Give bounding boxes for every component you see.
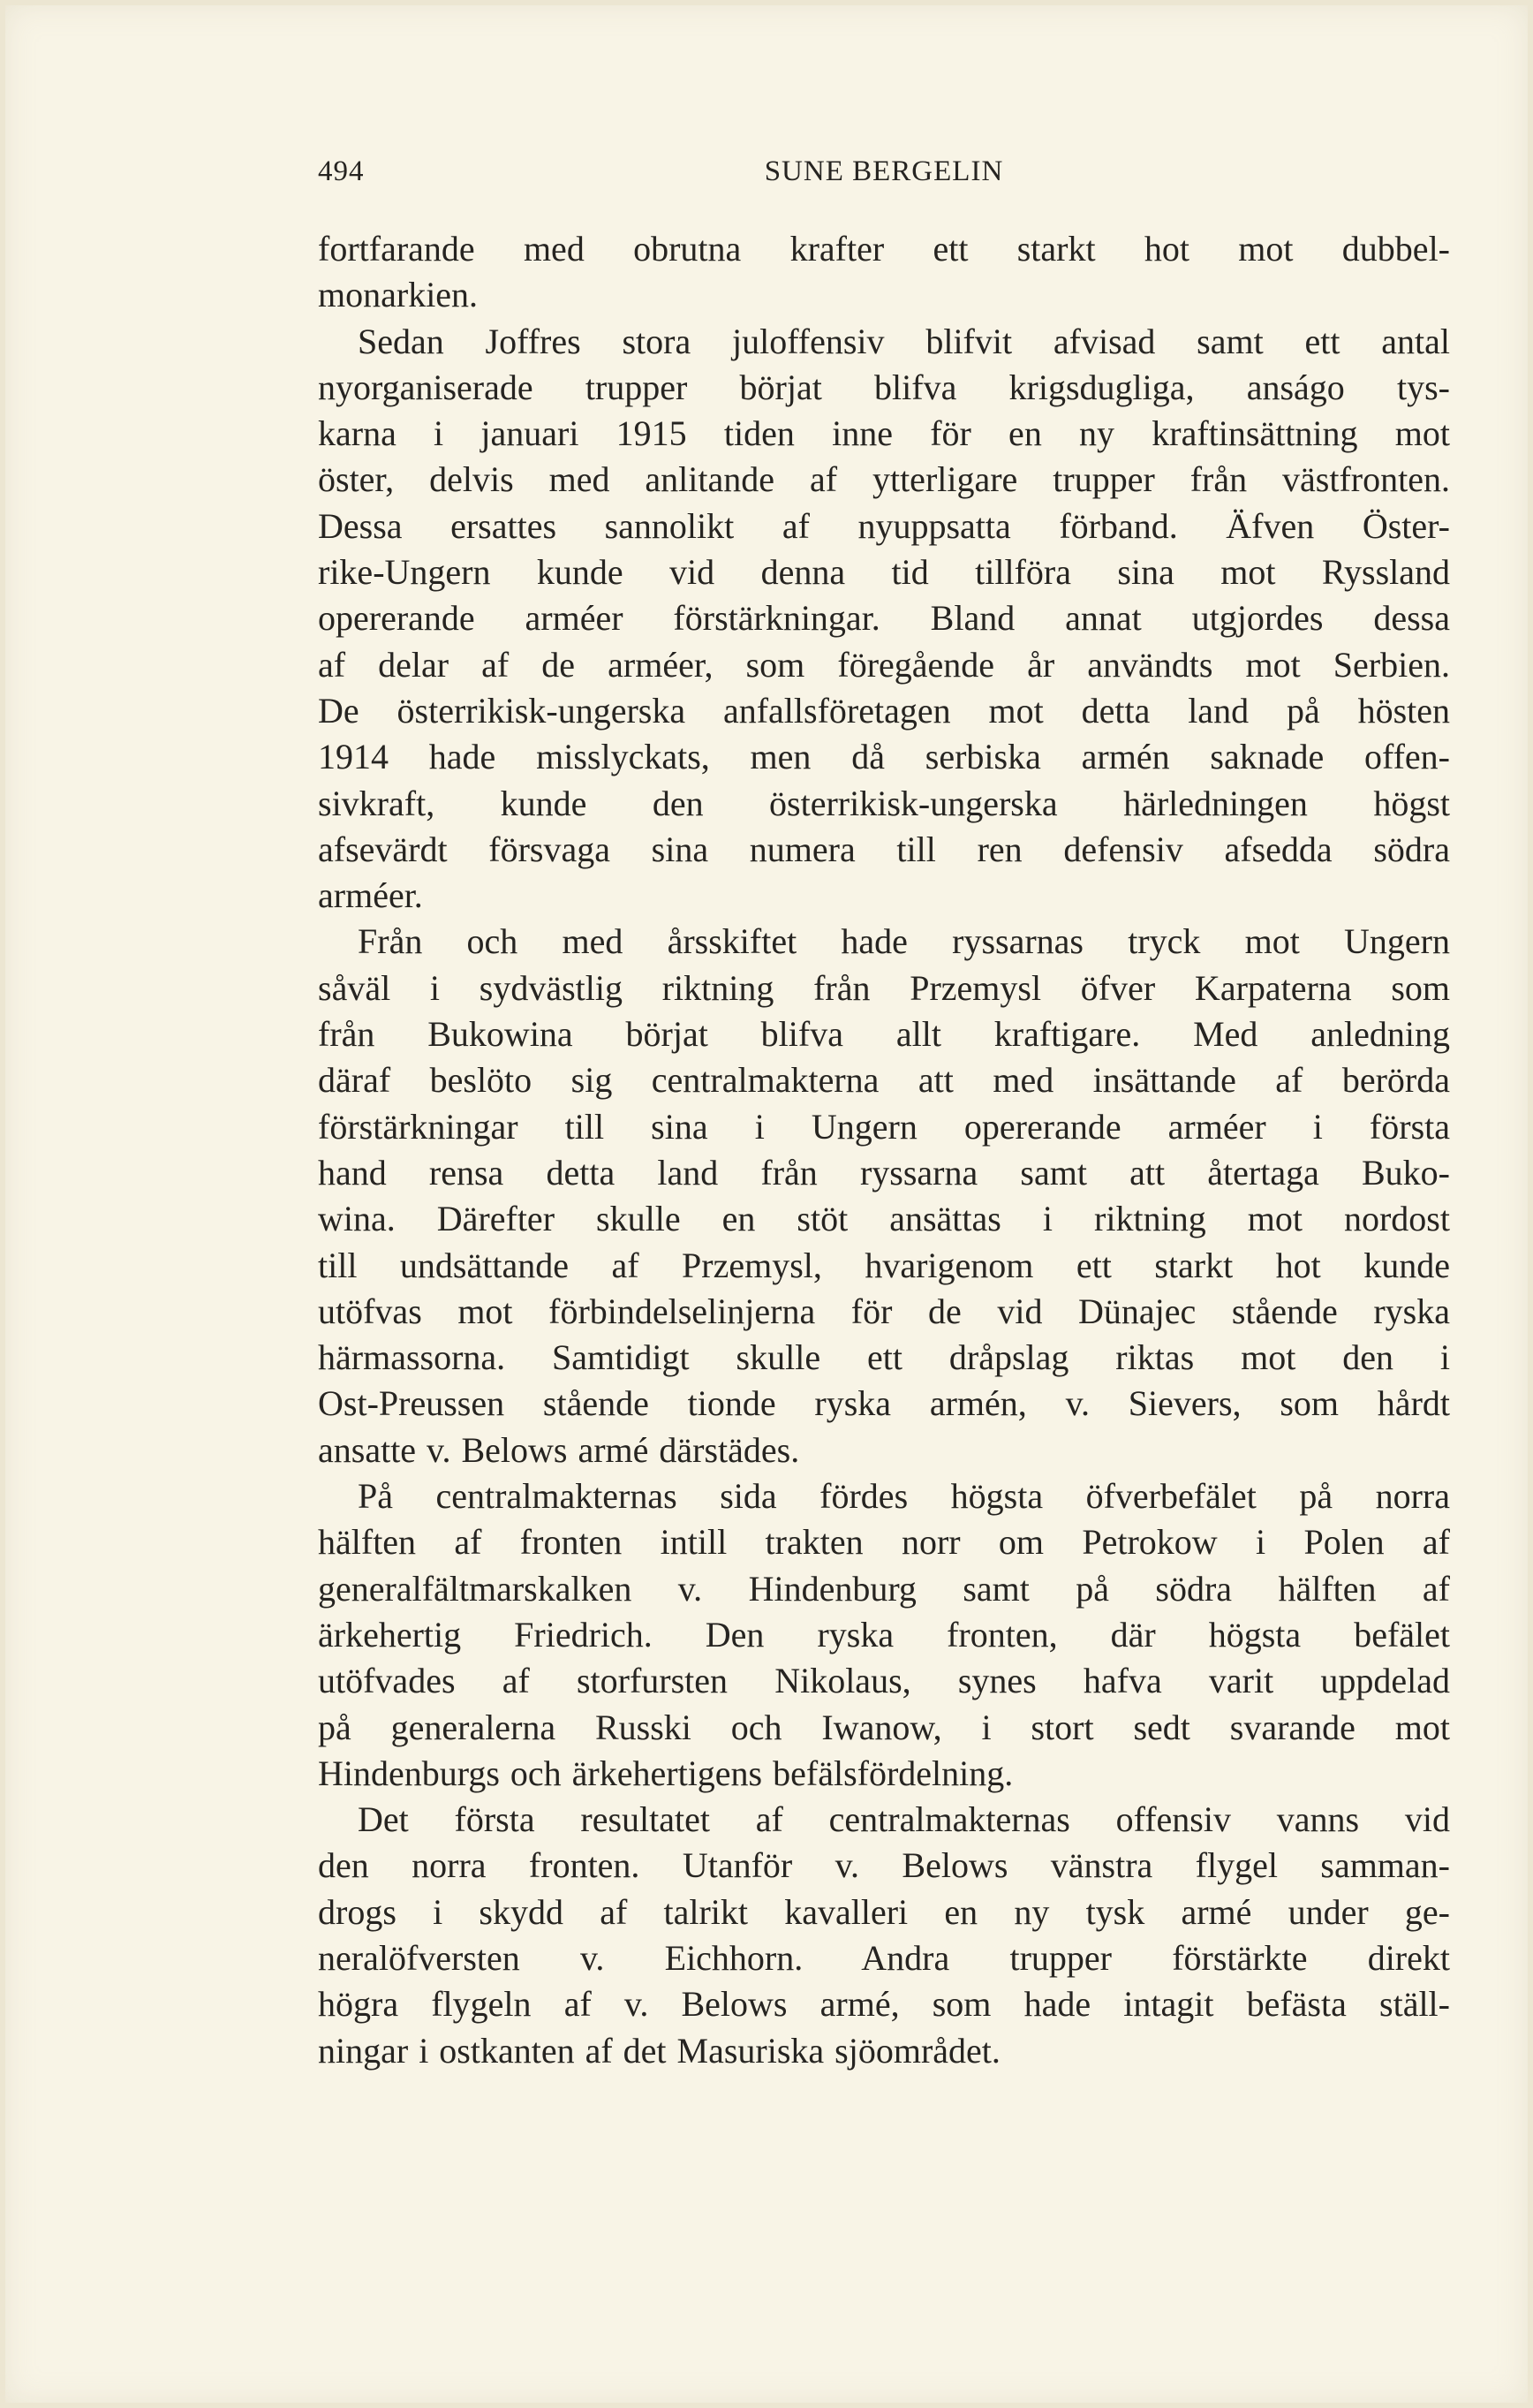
text-line: den norra fronten. Utanför v. Belows vänstra flygel samman- [318, 1845, 1450, 1886]
text-line: ärkehertig Friedrich. Den ryska fronten, där högsta befälet [318, 1614, 1450, 1655]
text-line: Ost-Preussen stående tionde ryska armén, v. Sievers, som hårdt [318, 1383, 1450, 1424]
text-line: karna i januari 1915 tiden inne för en ny kraftinsättning mot [318, 413, 1450, 454]
text-line: Från och med årsskiftet hade ryssarnas tryck mot Ungern [358, 921, 1450, 962]
text-line: från Bukowina börjat blifva allt kraftigare. Med anledning [318, 1014, 1450, 1055]
text-line: Det första resultatet af centralmakternas offensiv vanns vid [358, 1799, 1450, 1840]
paragraph [318, 1473, 1450, 1797]
text-line: däraf beslöto sig centralmakterna att med insättande af berörda [318, 1060, 1450, 1101]
running-head [318, 155, 1450, 194]
text-line: wina. Därefter skulle en stöt ansättas i riktning mot nordost [318, 1199, 1450, 1239]
body-text [318, 226, 1450, 2074]
running-title: SUNE BERGELIN [764, 155, 1004, 187]
paragraph [318, 919, 1450, 1473]
paragraph [318, 226, 1450, 319]
text-line: af delar af de arméer, som föregående år användts mot Serbien. [318, 644, 1450, 685]
text-line: nyorganiserade trupper börjat blifva krigsdugliga, anságo tys- [318, 367, 1450, 407]
text-line: utöfvas mot förbindelselinjerna för de vid Dünajec stående ryska [318, 1291, 1450, 1331]
paragraph [318, 319, 1450, 920]
text-line: rike-Ungern kunde vid denna tid tillföra sina mot Ryssland [318, 552, 1450, 593]
text-line: på generalerna Russki och Iwanow, i stort sedt svarande mot [318, 1707, 1450, 1747]
text-line: 1914 hade misslyckats, men då serbiska armén saknade offen- [318, 737, 1450, 777]
page-number: 494 [318, 155, 365, 187]
text-line: afsevärdt försvaga sina numera till ren defensiv afsedda södra [318, 829, 1450, 869]
text-line: hälften af fronten intill trakten norr om Petrokow i Polen af [318, 1522, 1450, 1563]
text-line: hand rensa detta land från ryssarna samt att återtaga Buko- [318, 1152, 1450, 1193]
text-line: ningar i ostkanten af det Masuriska sjöområdet. [318, 2030, 1001, 2071]
paragraph [318, 1797, 1450, 2074]
text-line: monarkien. [318, 275, 479, 315]
text-line: härmassorna. Samtidigt skulle ett dråpslag riktas mot den i [318, 1337, 1450, 1378]
text-line: utöfvades af storfursten Nikolaus, synes hafva varit uppdelad [318, 1661, 1450, 1701]
text-line: ansatte v. Belows armé därstädes. [318, 1429, 800, 1470]
text-line: arméer. [318, 875, 423, 916]
text-line: såväl i sydvästlig riktning från Przemysl öfver Karpaterna som [318, 967, 1450, 1008]
text-line: Hindenburgs och ärkehertigens befälsfördelning. [318, 1753, 1014, 1793]
text-line: till undsättande af Przemysl, hvarigenom ett starkt hot kunde [318, 1245, 1450, 1285]
text-line: generalfältmarskalken v. Hindenburg samt på södra hälften af [318, 1568, 1450, 1609]
text-line: förstärkningar till sina i Ungern opererande arméer i första [318, 1106, 1450, 1147]
text-line: På centralmakternas sida fördes högsta öfverbefälet på norra [358, 1476, 1450, 1517]
text-line: Dessa ersattes sannolikt af nyuppsatta förband. Äfven Öster- [318, 505, 1450, 546]
text-line: högra flygeln af v. Belows armé, som hade intagit befästa ställ- [318, 1984, 1450, 2025]
text-line: De österrikisk-ungerska anfallsföretagen mot detta land på hösten [318, 690, 1450, 731]
text-line: neralöfversten v. Eichhorn. Andra trupper förstärkte direkt [318, 1937, 1450, 1978]
text-line: fortfarande med obrutna krafter ett starkt hot mot dubbel- [318, 229, 1450, 269]
text-line: opererande arméer förstärkningar. Bland annat utgjordes dessa [318, 598, 1450, 639]
text-line: Sedan Joffres stora juloffensiv blifvit afvisad samt ett antal [358, 321, 1450, 361]
text-line: drogs i skydd af talrikt kavalleri en ny tysk armé under ge- [318, 1891, 1450, 1932]
text-line: öster, delvis med anlitande af ytterligare trupper från västfronten. [318, 459, 1450, 500]
text-line: sivkraft, kunde den österrikisk-ungerska härledningen högst [318, 783, 1450, 823]
